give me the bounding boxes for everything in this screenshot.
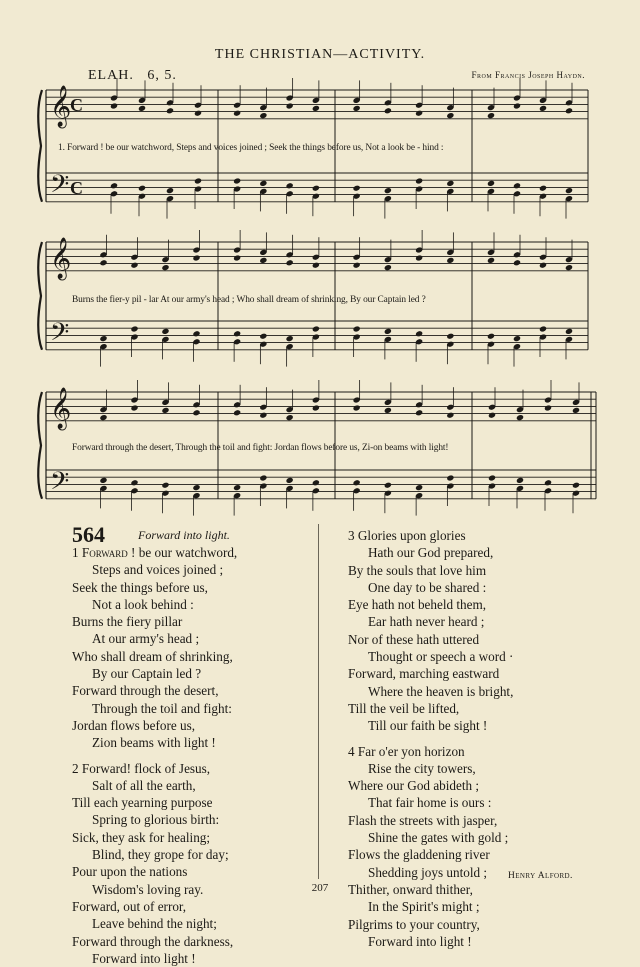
note-head [130, 479, 138, 486]
verse-2-line-3: Till each yearning purpose [72, 795, 213, 811]
underlay-system-3: Forward through the desert, Through the toil and fight: Jordan flows before us, Zi-on beams with light! [72, 443, 449, 453]
note-head [446, 257, 454, 264]
note-head [384, 328, 392, 335]
verse-4-line-1: 4 Far o'er yon horizon [348, 743, 465, 759]
treble-clef-icon: 𝄞 [50, 238, 72, 279]
verse-1-line-2: Steps and voices joined ; [92, 562, 224, 578]
note-head [384, 482, 392, 489]
note-head [572, 482, 580, 489]
verse-4-line-3: Where our God abideth ; [348, 778, 480, 794]
note-head [110, 102, 118, 109]
note-head [233, 254, 241, 261]
verse-4-line-10: In the Spirit's might ; [368, 899, 480, 915]
note-head [130, 325, 138, 332]
note-head [99, 414, 107, 421]
hymn-title: Forward into light. [138, 528, 230, 542]
note-head [166, 107, 174, 114]
verse-1-line-8: By our Captain led ? [92, 666, 202, 682]
note-head [259, 412, 267, 419]
note-head [286, 335, 294, 342]
note-head [487, 112, 495, 119]
note-head [384, 107, 392, 114]
note-head [565, 328, 573, 335]
verse-3-line-9: Forward, marching eastward [348, 666, 500, 682]
note-head [161, 482, 169, 489]
verse-3-line-2: Hath our God prepared, [368, 545, 494, 561]
note-head [192, 330, 200, 337]
note-head [259, 333, 267, 340]
note-head [415, 177, 423, 184]
bass-clef-icon: 𝄢 [50, 467, 70, 502]
note-head [259, 180, 267, 187]
note-head [233, 110, 241, 117]
note-head [384, 187, 392, 194]
note-head [312, 325, 320, 332]
note-head [446, 112, 454, 119]
note-head [312, 262, 320, 269]
verse-4-line-2: Rise the city towers, [368, 760, 476, 776]
verse-4-line-7: Flows the gladdening river [348, 847, 490, 863]
verse-3-line-4: One day to be shared : [368, 579, 487, 595]
note-head [539, 325, 547, 332]
note-head [286, 259, 294, 266]
bass-clef-icon: 𝄢 [50, 170, 70, 205]
treble-clef-icon: 𝄞 [50, 86, 72, 127]
underlay-system-1: 1. Forward ! be our watchword, Steps and voices joined ; Seek the things before us, Not a look be - hind : [58, 143, 444, 153]
verse-4-line-4: That fair home is ours : [368, 795, 492, 811]
verse-1-line-5: Burns the fiery pillar [72, 614, 183, 630]
note-head [487, 180, 495, 187]
verse-2-line-12: Forward into light ! [92, 950, 196, 966]
note-head [488, 474, 496, 481]
note-head [446, 180, 454, 187]
note-head [286, 477, 294, 484]
note-head [194, 110, 202, 117]
note-head [312, 185, 320, 192]
note-head [544, 404, 552, 411]
note-head [539, 262, 547, 269]
note-head [353, 325, 361, 332]
note-head [487, 333, 495, 340]
verse-4-line-6: Shine the gates with gold ; [368, 830, 509, 846]
note-head [138, 105, 146, 112]
note-head [513, 102, 521, 109]
note-head [572, 407, 580, 414]
verse-2-line-6: Blind, they grope for day; [92, 847, 229, 863]
treble-clef-icon: 𝄞 [50, 388, 72, 429]
note-head [233, 484, 241, 491]
note-head [353, 479, 361, 486]
note-head [565, 264, 573, 271]
note-head [487, 257, 495, 264]
verse-2-line-8: Wisdom's loving ray. [92, 881, 204, 897]
note-head [130, 404, 138, 411]
column-divider [318, 524, 319, 879]
note-head [259, 257, 267, 264]
common-time-icon: C [70, 178, 83, 198]
note-head [516, 477, 524, 484]
note-head [353, 105, 361, 112]
verses-left-column [72, 544, 237, 967]
note-head [99, 259, 107, 266]
verse-2-line-2: Salt of all the earth, [92, 777, 196, 793]
verse-1-line-1: 1 Forward ! be our watchword, [72, 545, 238, 560]
verse-4-line-5: Flash the streets with jasper, [348, 812, 498, 828]
verse-1-line-10: Through the toil and fight: [92, 700, 232, 716]
page-header: THE CHRISTIAN—ACTIVITY. [214, 47, 426, 62]
note-head [233, 409, 241, 416]
note-head [99, 335, 107, 342]
note-head [233, 177, 241, 184]
verse-1-line-9: Forward through the desert, [72, 683, 219, 699]
verse-4-line-12: Forward into light ! [368, 933, 472, 949]
note-head [539, 105, 547, 112]
composer-credit: From Francis Joseph Haydn. [471, 70, 585, 80]
note-head [161, 328, 169, 335]
note-head [166, 187, 174, 194]
page-number: 207 [311, 882, 329, 894]
verse-4-line-11: Pilgrims to your country, [348, 916, 480, 932]
hymn-number: 564 [72, 522, 105, 547]
note-head [99, 477, 107, 484]
verse-2-line-5: Sick, they ask for healing; [72, 829, 211, 845]
note-head [415, 110, 423, 117]
note-head [353, 404, 361, 411]
verse-1-line-3: Seek the things before us, [72, 579, 208, 595]
verse-3-line-1: 3 Glories upon glories [348, 528, 466, 543]
note-head [192, 484, 200, 491]
verse-3-line-7: Nor of these hath uttered [348, 631, 480, 647]
verse-2-line-10: Leave behind the night; [92, 916, 217, 932]
note-head [353, 185, 361, 192]
verse-4-line-9: Thither, onward thither, [348, 881, 473, 897]
brace-icon [38, 392, 42, 499]
note-head [513, 335, 521, 342]
note-head [446, 412, 454, 419]
note-head [488, 412, 496, 419]
note-head [415, 409, 423, 416]
note-head [233, 330, 241, 337]
bass-clef-icon: 𝄢 [50, 318, 70, 353]
brace-icon [38, 90, 42, 202]
note-head [286, 182, 294, 189]
note-head [161, 407, 169, 414]
verse-2-line-4: Spring to glorious birth: [92, 812, 220, 828]
note-head [194, 177, 202, 184]
note-head [415, 484, 423, 491]
note-head [384, 407, 392, 414]
note-head [259, 474, 267, 481]
note-head [161, 264, 169, 271]
note-head [415, 254, 423, 261]
note-head [539, 185, 547, 192]
tune-name: ELAH. 6, 5. [88, 68, 177, 83]
note-head [286, 102, 294, 109]
verse-2-line-9: Forward, out of error, [72, 898, 187, 914]
note-head [130, 262, 138, 269]
note-head [544, 479, 552, 486]
author-credit: Henry Alford. [508, 871, 573, 881]
note-head [312, 105, 320, 112]
verse-4-line-8: Shedding joys untold ; [368, 864, 488, 880]
verse-3-line-11: Till the veil be lifted, [348, 700, 460, 716]
note-head [353, 262, 361, 269]
note-head [513, 182, 521, 189]
note-head [565, 187, 573, 194]
verse-1-line-12: Zion beams with light ! [92, 735, 216, 751]
note-head [138, 185, 146, 192]
verse-3-line-12: Till our faith be sight ! [368, 718, 488, 734]
brace-icon [38, 242, 42, 350]
note-head [192, 254, 200, 261]
note-head [110, 182, 118, 189]
verse-3-line-10: Where the heaven is bright, [368, 683, 514, 699]
verse-3-line-3: By the souls that love him [348, 562, 487, 578]
verse-1-line-4: Not a look behind : [92, 596, 194, 612]
verse-3-line-5: Eye hath not beheld them, [348, 597, 487, 613]
verse-1-line-11: Jordan flows before us, [72, 717, 196, 733]
note-head [192, 409, 200, 416]
verse-2-line-11: Forward through the darkness, [72, 933, 234, 949]
note-head [513, 259, 521, 266]
note-head [286, 414, 294, 421]
verse-2-line-1: 2 Forward! flock of Jesus, [72, 760, 211, 776]
note-head [565, 107, 573, 114]
verse-1-line-7: Who shall dream of shrinking, [72, 648, 233, 664]
verse-3-line-8: Thought or speech a word · [368, 649, 514, 665]
common-time-icon: C [70, 95, 83, 115]
note-head [312, 479, 320, 486]
note-head [259, 112, 267, 119]
note-head [384, 264, 392, 271]
verse-1-line-6: At our army's head ; [92, 631, 200, 647]
note-head [446, 474, 454, 481]
note-head [516, 414, 524, 421]
verse-2-line-7: Pour upon the nations [72, 864, 188, 880]
note-head [446, 333, 454, 340]
verse-3-line-6: Ear hath never heard ; [368, 614, 485, 630]
note-head [415, 330, 423, 337]
underlay-system-2: Burns the fier-y pil - lar At our army's head ; Who shall dream of shrinking, By our Captain led ? [72, 295, 426, 305]
note-head [312, 404, 320, 411]
